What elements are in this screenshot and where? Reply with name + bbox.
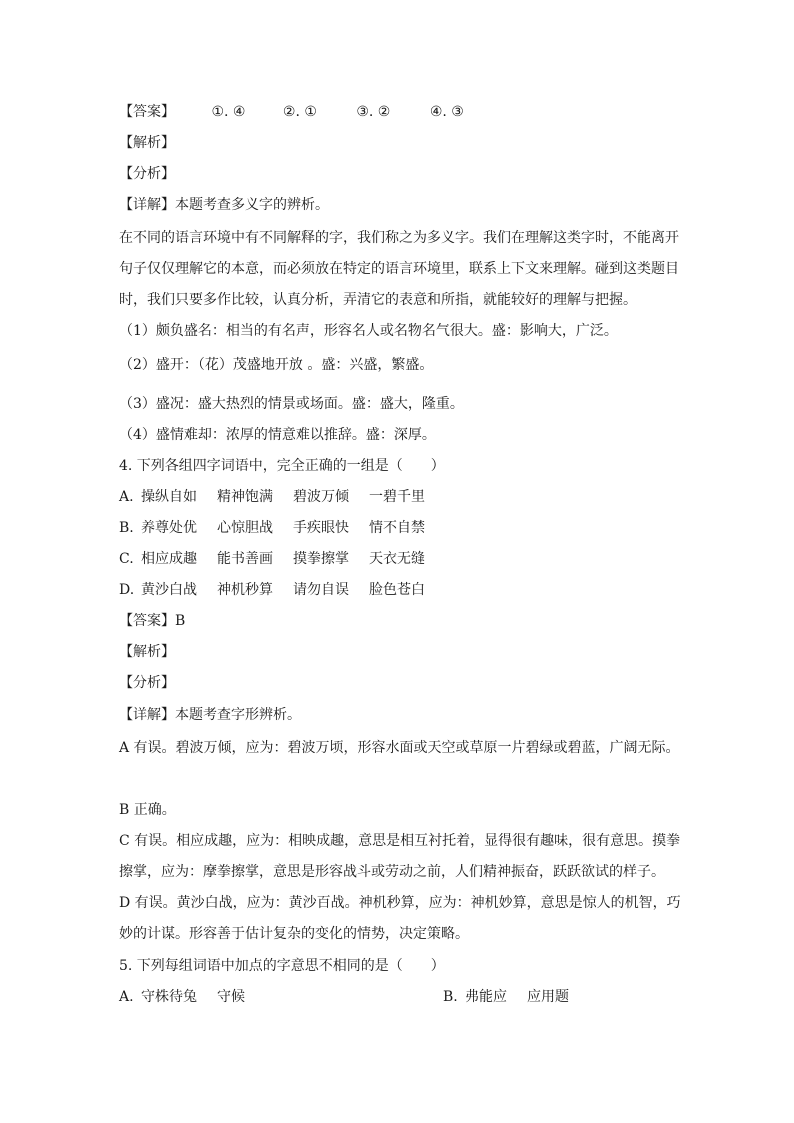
explanation-d: 妙的计谋。形容善于估计复杂的变化的情势，决定策略。 (119, 926, 469, 942)
detail-heading: 【详解】本题考查字形辨析。 (119, 707, 301, 723)
explanation-item: （4）盛情难却：浓厚的情意难以推辞。盛：深厚。 (119, 427, 436, 443)
explanation-c: C 有误。相应成趣，应为：相映成趣，意思是相互衬托着，显得很有趣味，很有意思。摸拳 (119, 833, 681, 849)
option-b (443, 987, 569, 1007)
option-word: 养尊处优 (141, 520, 197, 536)
option-word: 请勿自误 (293, 582, 349, 598)
answer-line-q3 (119, 102, 464, 122)
breakdown-heading: 【分析】 (119, 166, 175, 182)
explanation-a: A 有误。碧波万倾，应为：碧波万顷，形容水面或天空或草原一片碧绿或碧蓝，广阔无际。 (119, 740, 680, 756)
option-d (119, 580, 445, 600)
option-c (119, 549, 445, 569)
option-word: 守株待兔 (141, 989, 197, 1005)
option-word: 碧波万倾 (293, 489, 349, 505)
explanation-item: （3）盛况：盛大热烈的情景或场面。盛：盛大，隆重。 (119, 396, 464, 412)
option-word: 精神饱满 (217, 489, 273, 505)
explanation-d: D 有误。黄沙白战，应为：黄沙百战。神机秒算，应为：神机妙算，意思是惊人的机智，巧 (119, 895, 681, 911)
analysis-heading: 【解析】 (119, 135, 175, 151)
option-word: 一碧千里 (369, 489, 425, 505)
option-meaning: 守候 (217, 989, 245, 1005)
option-word: 能书善画 (217, 551, 273, 567)
option-word: 天衣无缝 (369, 551, 425, 567)
explanation-item: （2）盛开：（花）茂盛地开放 。盛：兴盛，繁盛。 (119, 357, 434, 373)
option-letter: B. (119, 520, 134, 536)
option-b (119, 518, 445, 538)
option-word: 神机秒算 (217, 582, 273, 598)
answer-item: ④. ③ (429, 104, 464, 120)
breakdown-heading: 【分析】 (119, 675, 175, 691)
explanation-b: B 正确。 (119, 802, 176, 818)
option-word: 情不自禁 (369, 520, 425, 536)
option-letter: A. (119, 489, 134, 505)
option-letter: A. (119, 989, 134, 1005)
option-word: 黄沙白战 (141, 582, 197, 598)
option-a (119, 987, 245, 1007)
answer-item: ②. ① (282, 104, 317, 120)
option-letter: B. (443, 989, 458, 1005)
explanation-item: （1）颇负盛名：相当的有名声，形容名人或名物名气很大。盛：影响大，广泛。 (119, 323, 618, 339)
answer-item: ①. ④ (211, 104, 246, 120)
analysis-heading: 【解析】 (119, 644, 175, 660)
paragraph-line: 句子仅仅理解它的本意，而必须放在特定的语言环境里，联系上下文来理解。碰到这类题目 (119, 261, 679, 277)
option-word: 心惊胆战 (217, 520, 273, 536)
answer-item: ③. ② (356, 104, 391, 120)
paragraph-line: 时，我们只要多作比较，认真分析，弄清它的表意和所指，就能较好的理解与把握。 (119, 292, 637, 308)
option-letter: D. (119, 582, 135, 598)
paragraph-line: 在不同的语言环境中有不同解释的字，我们称之为多义字。我们在理解这类字时，不能离开 (119, 230, 679, 246)
answer-line-q4: 【答案】B (119, 613, 186, 629)
answer-label: 【答案】 (119, 104, 175, 120)
option-word: 摸拳擦掌 (293, 551, 349, 567)
option-word: 脸色苍白 (369, 582, 425, 598)
option-word: 手疾眼快 (293, 520, 349, 536)
question-stem: 5. 下列每组词语中加点的字意思不相同的是（ ） (119, 958, 445, 974)
option-word: 弗能应 (465, 989, 507, 1005)
option-a (119, 487, 445, 507)
option-letter: C. (119, 551, 134, 567)
option-word: 操纵自如 (141, 489, 197, 505)
option-word: 相应成趣 (141, 551, 197, 567)
detail-heading: 【详解】本题考查多义字的辨析。 (119, 197, 329, 213)
option-meaning: 应用题 (527, 989, 569, 1005)
explanation-c: 擦掌，应为：摩拳擦掌，意思是形容战斗或劳动之前，人们精神振奋，跃跃欲试的样子。 (119, 864, 665, 880)
question-stem: 4. 下列各组四字词语中，完全正确的一组是（ ） (119, 458, 445, 474)
